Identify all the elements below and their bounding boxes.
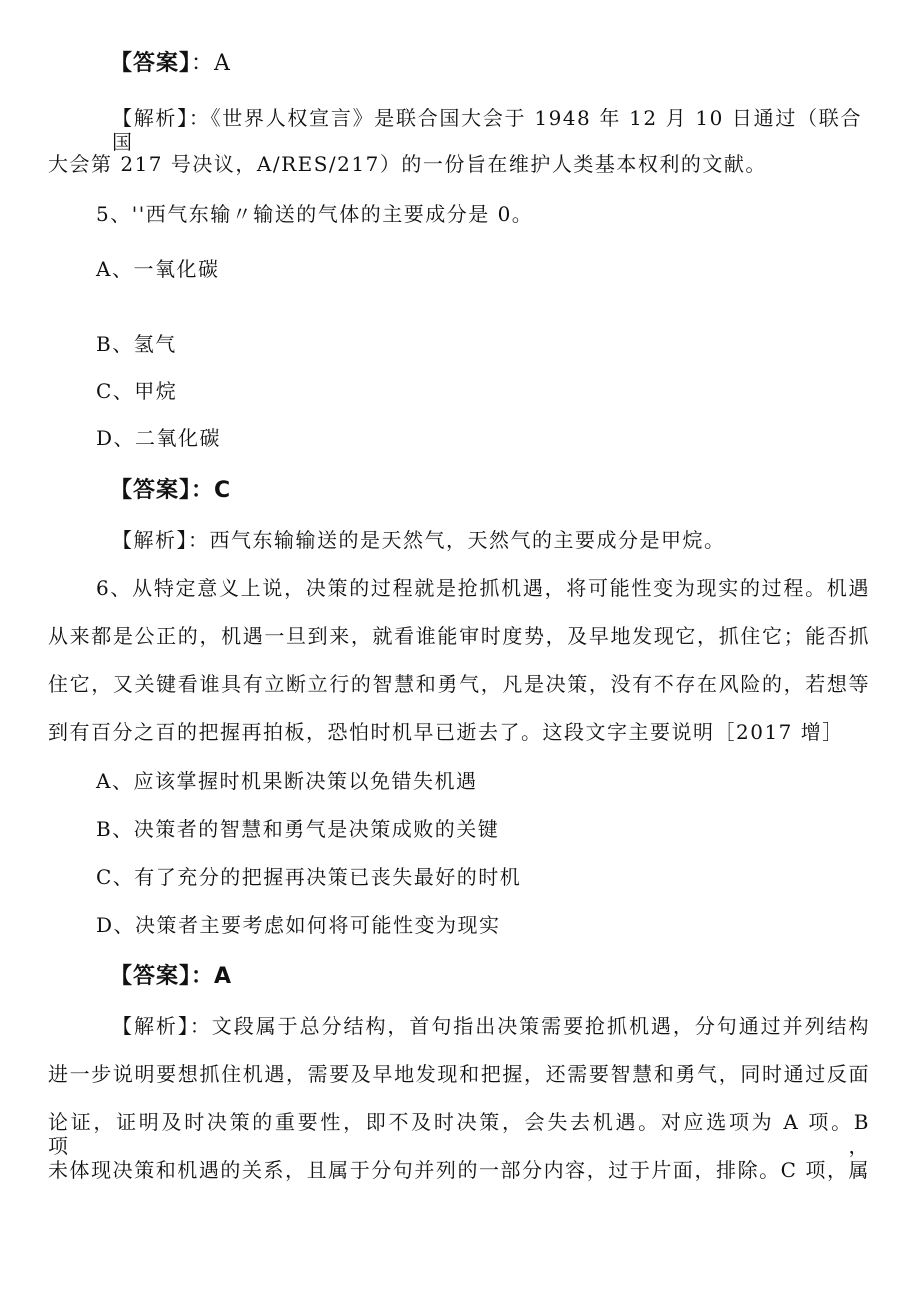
q6-stem-line-2: 从来都是公正的，机遇一旦到来，就看谁能审时度势，及早地发现它，抓住它；能否抓 bbox=[48, 624, 870, 648]
q6-stem-line-4: 到有百分之百的把握再拍板，恐怕时机早已逝去了。这段文字主要说明［2017 增］ bbox=[48, 720, 844, 744]
q5-option-d: D、二氧化碳 bbox=[96, 426, 222, 450]
q5-stem: 5、''西气东输〃输送的气体的主要成分是 0。 bbox=[96, 202, 534, 226]
q6-analysis-line-4: 未体现决策和机遇的关系，且属于分句并列的一部分内容，过于片面，排除。C 项，属 bbox=[48, 1158, 870, 1182]
q5-answer bbox=[110, 479, 231, 503]
q5-option-c: C、甲烷 bbox=[96, 379, 178, 403]
q6-answer-label: 【答案】 bbox=[110, 964, 192, 989]
q6-option-d: D、决策者主要考虑如何将可能性变为现实 bbox=[96, 913, 501, 937]
q4-analysis-text-1: ：《世界人权宣言》是联合国大会于 1948 年 12 月 10 日通过（联合国 bbox=[112, 106, 862, 154]
q6-answer-value: A bbox=[214, 964, 233, 989]
q4-analysis-line-1 bbox=[112, 106, 862, 154]
q5-analysis-label: 【解析】 bbox=[112, 528, 188, 552]
q5-analysis bbox=[112, 528, 726, 552]
q6-analysis-line-1 bbox=[112, 1014, 870, 1038]
q4-answer-value: A bbox=[214, 51, 231, 76]
q6-option-b: B、决策者的智慧和勇气是决策成败的关键 bbox=[96, 817, 500, 841]
q5-answer-sep: ： bbox=[191, 478, 215, 503]
q5-answer-label: 【答案】 bbox=[110, 478, 192, 503]
q5-option-b: B、氢气 bbox=[96, 332, 177, 356]
q6-analysis-label: 【解析】 bbox=[112, 1014, 190, 1038]
q6-option-c: C、有了充分的把握再决策已丧失最好的时机 bbox=[96, 865, 522, 889]
q6-analysis-text-1: ：文段属于总分结构，首句指出决策需要抢抓机遇，分句通过并列结构 bbox=[189, 1014, 871, 1038]
q4-answer-label: 【答案】 bbox=[110, 51, 192, 76]
q6-answer-sep: ： bbox=[191, 964, 215, 989]
q5-analysis-text: ：西气东输输送的是天然气，天然气的主要成分是甲烷。 bbox=[188, 528, 726, 552]
q4-analysis-line-2: 大会第 217 号决议，A/RES/217）的一份旨在维护人类基本权利的文献。 bbox=[48, 152, 767, 176]
q5-answer-value: C bbox=[214, 478, 232, 503]
q6-analysis-line-2: 进一步说明要想抓住机遇，需要及早地发现和把握，还需要智慧和勇气，同时通过反面 bbox=[48, 1062, 870, 1086]
q6-option-a: A、应该掌握时机果断决策以免错失机遇 bbox=[96, 769, 478, 793]
q6-answer bbox=[110, 965, 232, 989]
q4-analysis-label: 【解析】 bbox=[112, 106, 189, 130]
q6-stem-line-1: 6、从特定意义上说，决策的过程就是抢抓机遇，将可能性变为现实的过程。机遇 bbox=[96, 576, 870, 600]
q6-stem-line-3: 住它，又关键看谁具有立断立行的智慧和勇气，凡是决策，没有不存在风险的，若想等 bbox=[48, 672, 870, 696]
q6-analysis-line-3: 论证，证明及时决策的重要性，即不及时决策，会失去机遇。对应选项为 A 项。B 项， bbox=[48, 1110, 870, 1158]
q4-answer bbox=[110, 52, 231, 76]
q5-option-a: A、一氧化碳 bbox=[96, 257, 220, 281]
q4-answer-sep: ： bbox=[191, 51, 215, 76]
